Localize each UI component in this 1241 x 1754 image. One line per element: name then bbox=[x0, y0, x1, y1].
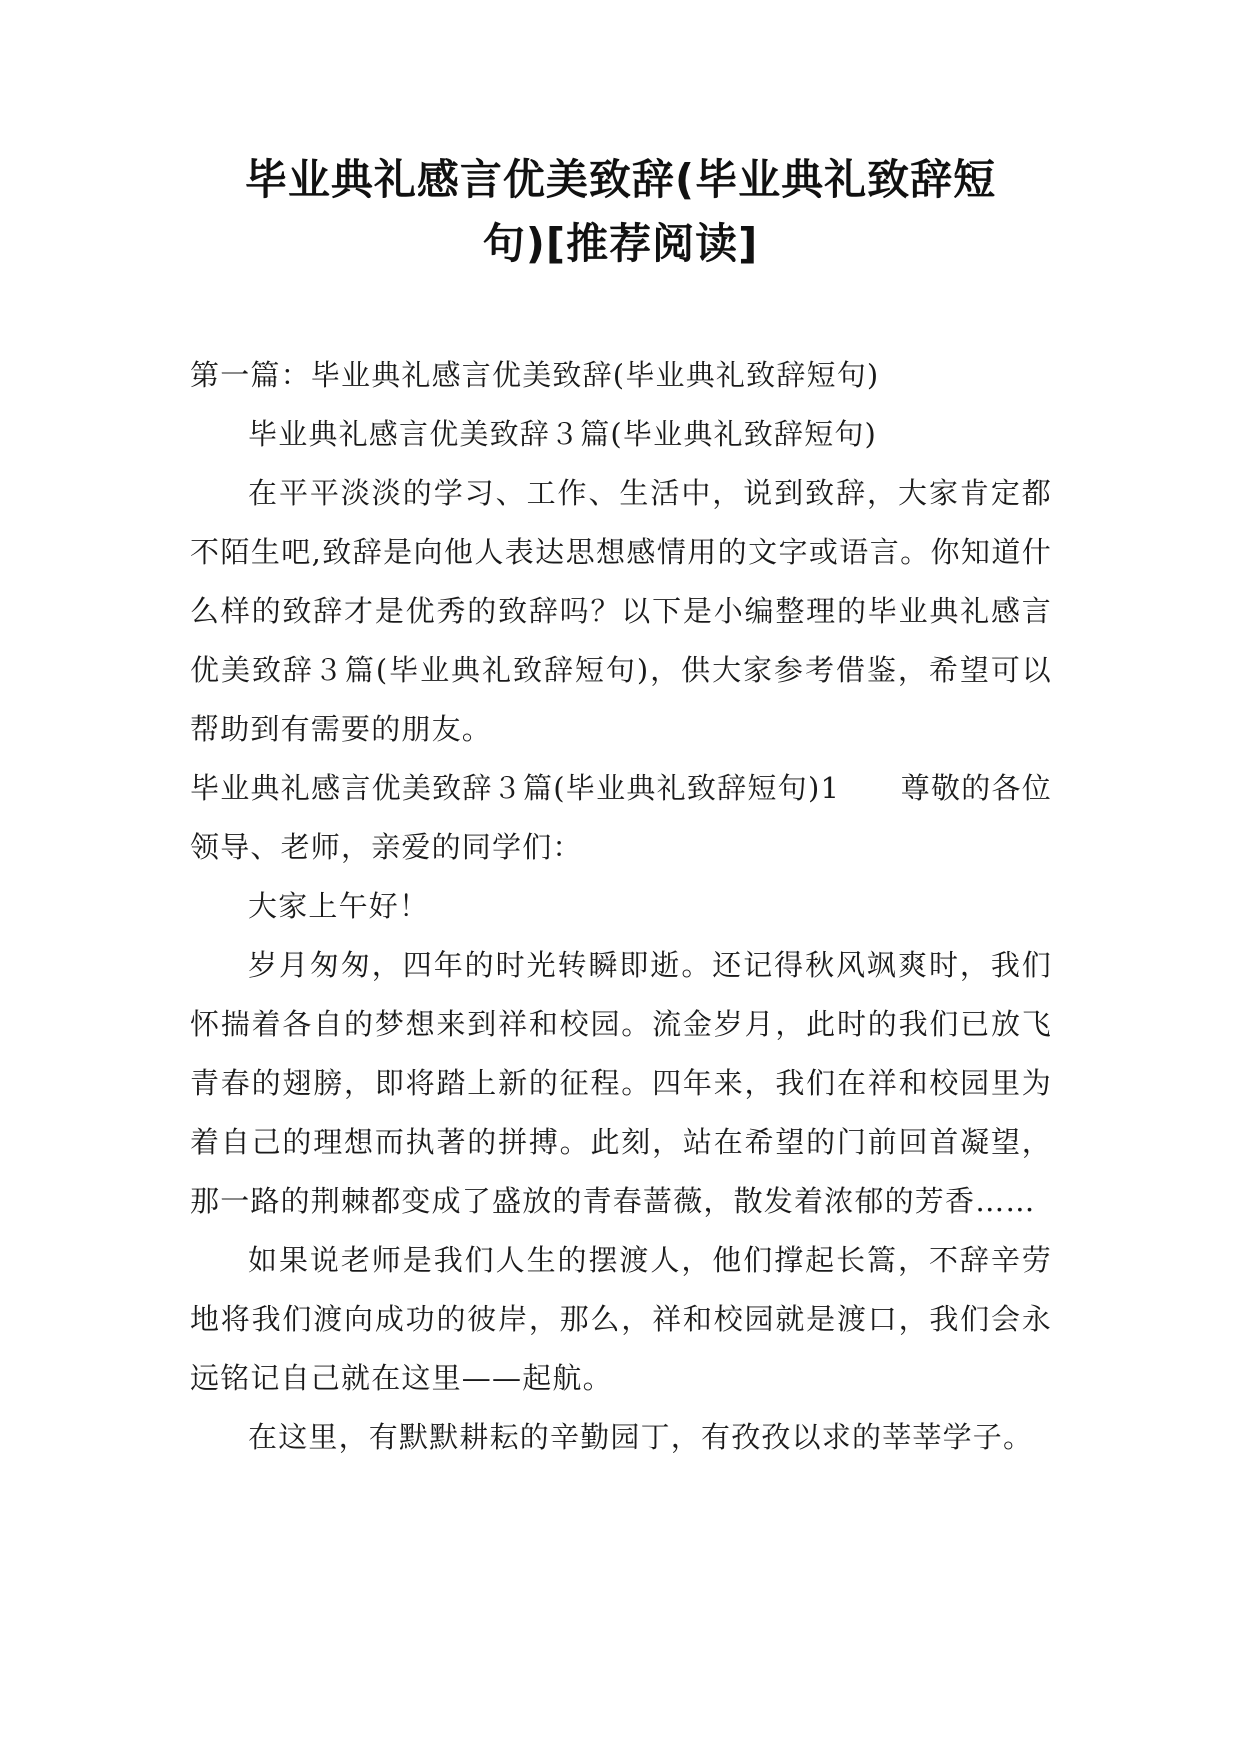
title-line-1: 毕业典礼感言优美致辞(毕业典礼致辞短 bbox=[244, 155, 997, 204]
body-paragraph: 在这里，有默默耕耘的辛勤园丁，有孜孜以求的莘莘学子。 bbox=[248, 1420, 1034, 1454]
document-body bbox=[190, 346, 1052, 1467]
subtitle-paragraph: 毕业典礼感言优美致辞３篇(毕业典礼致辞短句) bbox=[248, 417, 878, 451]
body-paragraph: 如果说老师是我们人生的摆渡人，他们撑起长篙，不辞辛劳地将我们渡向成功的彼岸，那么，祥和校园就是渡口，我们会永远铭记自己就在这里——起航。 bbox=[190, 1243, 1052, 1395]
title-line-2: 句)[推荐阅读] bbox=[482, 219, 759, 268]
greeting-paragraph: 大家上午好！ bbox=[248, 889, 430, 923]
speech-heading-paragraph: 毕业典礼感言优美致辞３篇(毕业典礼致辞短句)1 尊敬的各位领导、老师，亲爱的同学们： bbox=[190, 771, 1052, 864]
body-paragraph: 岁月匆匆，四年的时光转瞬即逝。还记得秋风飒爽时，我们怀揣着各自的梦想来到祥和校园。流金岁月，此时的我们已放飞青春的翅膀，即将踏上新的征程。四年来，我们在祥和校园里为着自己的理想而执著的拼搏。此刻，站在希望的门前回首凝望，那一路的荆棘都变成了盛放的青春蔷薇，散发着浓郁的芳香…… bbox=[190, 948, 1052, 1218]
section-heading: 第一篇：毕业典礼感言优美致辞(毕业典礼致辞短句) bbox=[190, 358, 880, 392]
intro-paragraph: 在平平淡淡的学习、工作、生活中，说到致辞，大家肯定都不陌生吧,致辞是向他人表达思想感情用的文字或语言。你知道什么样的致辞才是优秀的致辞吗？以下是小编整理的毕业典礼感言优美致辞３篇(毕业典礼致辞短句)，供大家参考借鉴，希望可以帮助到有需要的朋友。 bbox=[190, 476, 1052, 746]
document-title bbox=[150, 148, 1091, 276]
